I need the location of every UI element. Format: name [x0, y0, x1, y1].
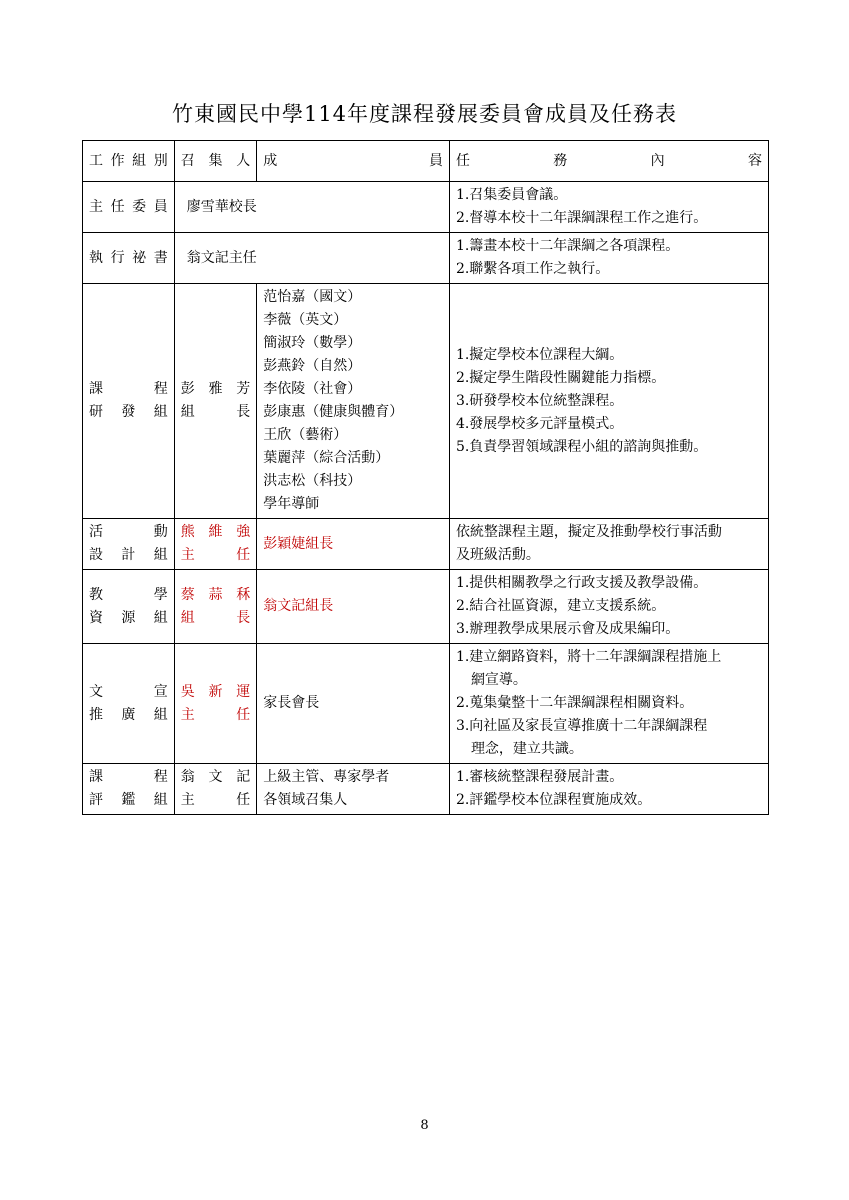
tasks-cell [449, 764, 768, 815]
members-cell [257, 764, 450, 815]
convener-cell [174, 570, 257, 644]
table-row [83, 182, 769, 233]
table-header-row [83, 141, 769, 182]
task-item: 2.評鑑學校本位課程實施成效。 [455, 792, 652, 808]
group-label: 推廣組 [89, 706, 168, 723]
group-label: 教 學 [89, 586, 168, 603]
member-item: 洪志松（科技） [263, 473, 362, 489]
task-item: 3.辦理教學成果展示會及成果編印。 [455, 621, 680, 637]
member-item: 李薇（英文） [263, 312, 348, 328]
convener-title: 組 長 [180, 609, 251, 626]
header-tasks-char: 務 [553, 152, 568, 169]
members-cell [257, 519, 450, 570]
member-item: 學年導師 [263, 496, 320, 512]
group-cell [83, 764, 175, 815]
convener-title: 組 長 [180, 404, 251, 420]
tasks-cell [449, 284, 768, 519]
task-item: 4.發展學校多元評量模式。 [455, 415, 624, 432]
convener-title: 主 任 [180, 792, 251, 808]
page-number: 8 [420, 1118, 429, 1133]
task-item: 2.督導本校十二年課綱課程工作之進行。 [455, 210, 708, 226]
member-item: 李依陵（社會） [263, 381, 362, 397]
document-title: 竹東國民中學114年度課程發展委員會成員及任務表 [171, 102, 678, 126]
convener-cell [174, 284, 257, 519]
group-label: 研發組 [89, 404, 168, 420]
member-item: 各領域召集人 [263, 792, 348, 808]
task-item: 2.擬定學生階段性關鍵能力指標。 [455, 369, 666, 386]
group-cell [83, 233, 175, 284]
convener-name: 吳新運 [180, 683, 251, 700]
header-tasks-char: 內 [650, 152, 665, 169]
group-cell [83, 519, 175, 570]
table-row [83, 233, 769, 284]
convener-name: 彭雅芳 [180, 381, 251, 397]
header-members-right: 員 [428, 152, 443, 169]
header-members [257, 141, 450, 182]
task-item: 1.建立網路資料，將十二年課綱課程措施上 [455, 649, 722, 665]
group-label: 主任委員 [89, 198, 168, 215]
table-row [83, 570, 769, 644]
convener-title: 主 任 [180, 706, 251, 723]
task-item: 5.負責學習領域課程小組的諮詢與推動。 [455, 438, 708, 455]
table-row [83, 644, 769, 764]
member-item: 上級主管、專家學者 [263, 769, 390, 785]
member-item: 王欣（藝術） [263, 427, 348, 443]
tasks-cell [449, 233, 768, 284]
member-item: 葉麗萍（綜合活動） [263, 450, 390, 466]
group-cell [83, 182, 175, 233]
task-item: 2.聯繫各項工作之執行。 [455, 261, 610, 277]
members-cell [257, 644, 450, 764]
group-cell [83, 644, 175, 764]
task-item: 1.擬定學校本位課程大綱。 [455, 346, 624, 363]
group-label: 評鑑組 [89, 792, 168, 808]
task-item: 1.召集委員會議。 [455, 187, 568, 203]
table-row [83, 284, 769, 519]
task-item: 及班級活動。 [455, 547, 540, 563]
convener-cell [174, 764, 257, 815]
task-item: 網宣導。 [470, 672, 527, 688]
group-cell [83, 284, 175, 519]
member-item: 廖雪華校長 [186, 198, 257, 215]
task-item: 1.提供相關教學之行政支援及教學設備。 [455, 575, 708, 591]
member-item: 翁文記主任 [186, 249, 257, 266]
header-members-left: 成 [263, 152, 278, 169]
convener-cell [174, 644, 257, 764]
member-item: 彭康惠（健康與體育） [263, 404, 404, 420]
member-item: 翁文記組長 [263, 598, 334, 614]
header-tasks-char: 容 [747, 152, 762, 169]
member-item: 彭穎婕組長 [263, 535, 334, 552]
task-item: 依統整課程主題，擬定及推動學校行事活動 [455, 524, 722, 540]
tasks-cell [449, 182, 768, 233]
task-item: 3.向社區及家長宣導推廣十二年課綱課程 [455, 718, 708, 734]
task-item: 1.審核統整課程發展計畫。 [455, 769, 624, 785]
task-item: 1.籌畫本校十二年課綱之各項課程。 [455, 238, 680, 254]
convener-cell [174, 519, 257, 570]
member-item: 簡淑玲（數學） [263, 335, 362, 351]
member-item: 家長會長 [263, 695, 320, 711]
tasks-cell [449, 570, 768, 644]
task-item: 2.蒐集彙整十二年課綱課程相關資料。 [455, 695, 694, 711]
tasks-cell [449, 644, 768, 764]
members-cell [174, 233, 449, 284]
convener-title: 主 任 [180, 547, 251, 563]
tasks-cell [449, 519, 768, 570]
header-group: 工作組別 [83, 141, 175, 182]
group-label: 活 動 [89, 524, 168, 540]
member-item: 彭燕鈴（自然） [263, 358, 362, 374]
member-item: 范怡嘉（國文） [263, 289, 362, 305]
group-label: 文 宣 [89, 683, 168, 700]
group-label: 執行祕書 [89, 249, 168, 266]
convener-name: 蔡蒜秝 [180, 586, 251, 603]
members-cell [257, 284, 450, 519]
group-cell [83, 570, 175, 644]
task-item: 3.研發學校本位統整課程。 [455, 392, 624, 409]
header-convener: 召集人 [174, 141, 257, 182]
committee-table [82, 140, 769, 815]
header-tasks [449, 141, 768, 182]
header-tasks-char: 任 [455, 152, 470, 169]
group-label: 設計組 [89, 547, 168, 563]
task-item: 2.結合社區資源，建立支援系統。 [455, 598, 666, 614]
table-row [83, 519, 769, 570]
convener-name: 熊維強 [180, 524, 251, 540]
convener-name: 翁文記 [180, 769, 251, 785]
members-cell [174, 182, 449, 233]
group-label: 課 程 [89, 381, 168, 397]
members-cell [257, 570, 450, 644]
group-label: 資源組 [89, 609, 168, 626]
table-row [83, 764, 769, 815]
task-item: 理念，建立共識。 [470, 741, 583, 757]
group-label: 課 程 [89, 769, 168, 785]
